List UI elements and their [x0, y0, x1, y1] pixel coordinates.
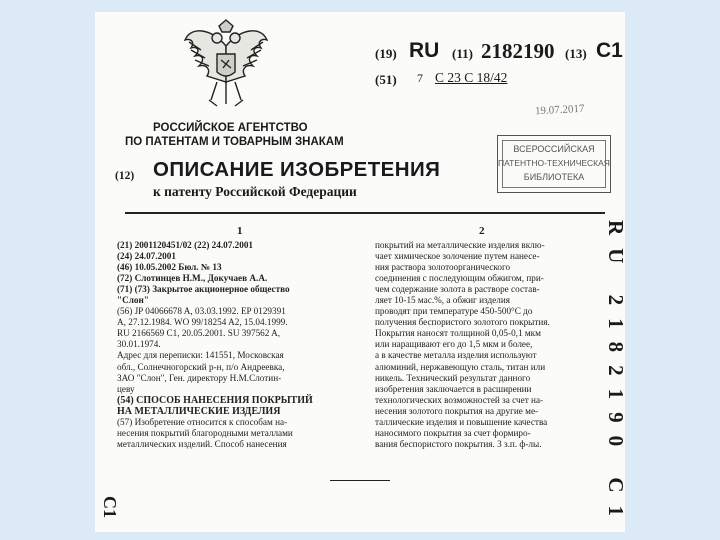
library-stamp	[497, 135, 611, 193]
stamp-line-2: ПАТЕНТНО-ТЕХНИЧЕСКАЯ	[498, 158, 610, 168]
biblio-line: (21) 2001120451/02 (22) 24.07.2001	[117, 240, 254, 250]
country-code: RU	[409, 39, 440, 62]
right-column-number: 2	[479, 225, 485, 237]
abstract-line: наносимого покрытия за счет формиро-	[375, 427, 531, 438]
biblio-line: цеву	[117, 383, 135, 394]
kind-code: C1	[596, 39, 623, 62]
stamp-date: 19.07.2017	[534, 102, 585, 118]
biblio-line: (71) (73) Закрытое акционерное общество	[117, 284, 290, 295]
biblio-line: RU 2166569 C1, 20.05.2001. SU 397562 A,	[117, 328, 281, 339]
abstract-line: металлических изделий. Способ нанесения	[117, 438, 287, 449]
biblio-line: обл., Солнечногорский р-н, п/о Андреевка,	[117, 361, 285, 372]
abstract-line: ляет 10-15 мас.%, а обжиг изделия	[375, 295, 510, 306]
biblio-line: 30.01.1974.	[117, 339, 161, 350]
inid-code-12: (12)	[115, 170, 135, 182]
inid-code-11: (11)	[452, 46, 473, 61]
biblio-line: ЗАО "Слон", Ген. директору Н.М.Слотин-	[117, 372, 282, 383]
vertical-patent-id: RU 2182190 C1	[604, 220, 628, 529]
ipc-class: С 23 С 18/42	[435, 70, 508, 85]
abstract-line: покрытий на металлические изделия вклю-	[375, 240, 545, 250]
side-kind-code: C1	[100, 496, 120, 518]
agency-line-2: ПО ПАТЕНТАМ И ТОВАРНЫМ ЗНАКАМ	[125, 136, 344, 148]
abstract-line: изобретения заключается в расширении	[375, 383, 532, 394]
inid-code-13: (13)	[565, 46, 587, 61]
coat-of-arms-emblem	[181, 16, 271, 111]
stamp-line-1: ВСЕРОССИЙСКАЯ	[513, 144, 595, 154]
abstract-line: (57) Изобретение относится к способам на-	[117, 416, 288, 427]
left-column-number: 1	[237, 225, 243, 237]
stamp-line-3: БИБЛИОТЕКА	[523, 172, 585, 182]
biblio-line: (24) 24.07.2001	[117, 251, 176, 262]
bottom-divider	[330, 480, 390, 481]
abstract-line: таллические изделия и повышение качества	[375, 416, 548, 427]
biblio-line: Адрес для переписки: 141551, Московская	[117, 350, 284, 361]
abstract-line: получения беспористого золотого покрытия.	[375, 317, 550, 328]
document-subtitle: к патенту Российской Федерации	[153, 184, 357, 199]
agency-line-1: РОССИЙСКОЕ АГЕНТСТВО	[153, 122, 308, 134]
abstract-line: соединения с последующим обжигом, при-	[375, 273, 544, 284]
abstract-line: несения золотого покрытия на другие ме-	[375, 405, 539, 416]
invention-title-line: (54) СПОСОБ НАНЕСЕНИЯ ПОКРЫТИЙ	[117, 394, 313, 406]
header-divider	[125, 212, 605, 214]
abstract-line: алюминий, нержавеющую сталь, титан или	[375, 361, 546, 372]
biblio-line: A, 27.12.1984. WO 99/18254 A2, 15.04.1999.	[117, 317, 288, 328]
invention-title-line: НА МЕТАЛЛИЧЕСКИЕ ИЗДЕЛИЯ	[117, 405, 281, 417]
abstract-line: вания беспористого покрытия. 3 з.п. ф-лы.	[375, 438, 542, 449]
abstract-line: чает химическое золочение путем нанесе-	[375, 251, 540, 262]
abstract-line: проводят при температуре 450-500°С до	[375, 306, 533, 317]
abstract-line: или наращивают его до 1,5 мкм и более,	[375, 339, 533, 350]
abstract-line: ния раствора золотоорганического	[375, 262, 511, 273]
biblio-line: (56) JP 04066678 A, 03.03.1992. EP 0129391	[117, 306, 286, 317]
abstract-line: Покрытия наносят толщиной 0,05-0,1 мкм	[375, 328, 541, 339]
abstract-column	[375, 240, 610, 450]
bibliographic-column	[117, 240, 353, 450]
abstract-line: технологических возможностей за счет на-	[375, 394, 544, 405]
ipc-edition: 7	[417, 71, 423, 85]
inid-code-51: (51)	[375, 72, 397, 87]
abstract-line: чем содержание золота в растворе состав-	[375, 284, 540, 295]
abstract-line: никель. Технический результат данного	[375, 372, 531, 383]
abstract-line: а в качестве металла изделия используют	[375, 350, 537, 361]
inid-code-19: (19)	[375, 46, 397, 61]
patent-number: 2182190	[481, 39, 555, 63]
patent-document-page	[95, 12, 628, 532]
abstract-line: несения покрытий благородными металлами	[117, 427, 293, 438]
biblio-line: (72) Слотинцев Н.М., Докучаев А.А.	[117, 273, 268, 284]
biblio-line: (46) 10.05.2002 Бюл. № 13	[117, 262, 222, 273]
biblio-line: "Слон"	[117, 295, 149, 306]
document-title: ОПИСАНИЕ ИЗОБРЕТЕНИЯ	[153, 158, 441, 181]
